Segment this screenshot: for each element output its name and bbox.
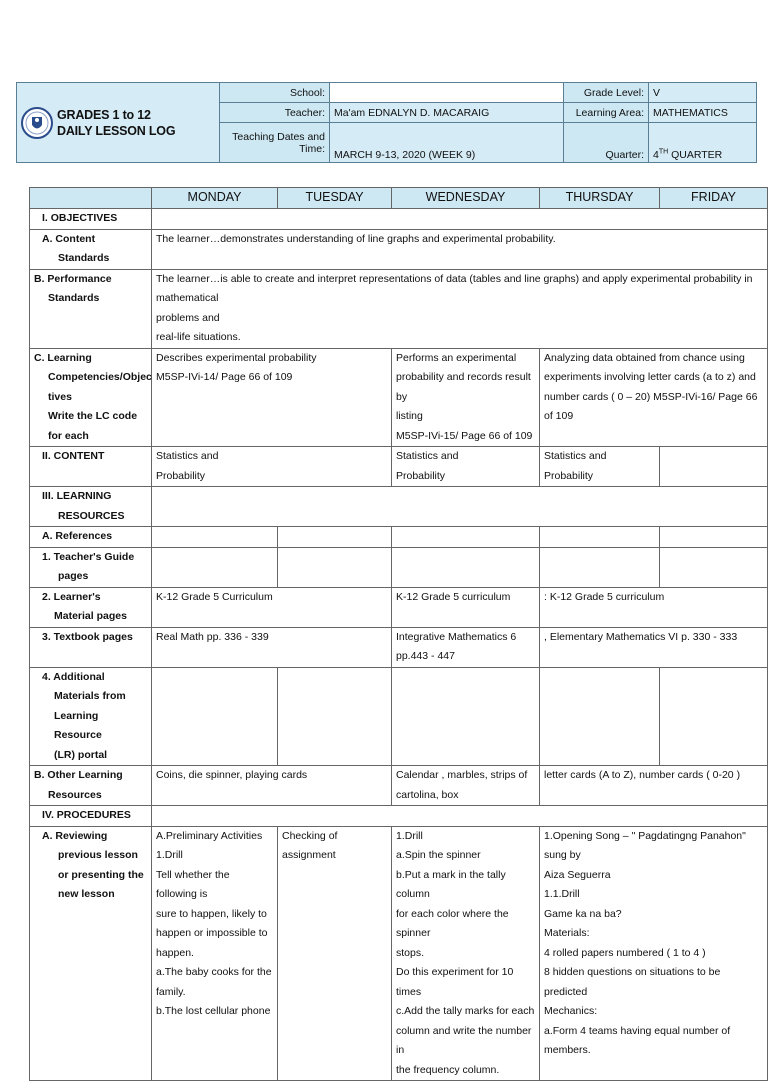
add-wednesday — [392, 667, 540, 766]
rev-wednesday-line: a.Spin the spinner — [396, 849, 481, 861]
learning-area-label: Learning Area: — [564, 103, 649, 123]
reviewing-label — [30, 826, 152, 1081]
school-label: School: — [220, 83, 330, 103]
grade-level-label: Grade Level: — [564, 83, 649, 103]
learning-competencies-row — [30, 348, 768, 447]
rev-monday-line: a.The baby cooks for the — [156, 966, 272, 978]
performance-standards-label — [30, 269, 152, 348]
content-wednesday-1: Statistics and — [396, 450, 459, 462]
teachers-guide-label-1: 1. Teacher's Guide — [42, 550, 135, 563]
lc-monday-1: Describes experimental probability — [156, 351, 317, 364]
procedures-cell — [152, 806, 768, 827]
teaching-dates-label-2: Time: — [299, 142, 325, 155]
rev-thursday-line: Materials: — [544, 927, 590, 939]
textbook-row — [30, 627, 768, 667]
reviewing-label-3: or presenting the — [58, 868, 144, 881]
tg-thursday — [540, 547, 660, 587]
content-row — [30, 447, 768, 487]
rev-monday-line: sure to happen, likely to — [156, 907, 267, 920]
learning-resources-row — [30, 487, 768, 527]
teaching-dates-label-1: Teaching Dates and — [232, 130, 325, 143]
objectives-label — [30, 209, 152, 230]
content-thursday-1: Statistics and — [544, 450, 607, 462]
grade-level-value: V — [649, 83, 757, 103]
content-standards-label-2: Standards — [58, 252, 110, 264]
reviewing-label-1: A. Reviewing — [42, 829, 108, 842]
teacher-value: Ma'am EDNALYN D. MACARAIG — [330, 103, 564, 123]
add-friday — [660, 667, 768, 766]
references-tuesday — [278, 527, 392, 548]
lc-wednesday-3: listing — [396, 410, 423, 422]
rev-wednesday-line: stops. — [396, 946, 425, 959]
objectives-cell — [152, 209, 768, 230]
other-wednesday-2: cartolina, box — [396, 788, 459, 801]
day-header-tuesday: TUESDAY — [278, 188, 392, 209]
content-monday-2: Probability — [156, 469, 206, 482]
quarter-number: 4 — [653, 149, 659, 161]
add-thursday — [540, 667, 660, 766]
teaching-dates-value: MARCH 9-13, 2020 (WEEK 9) — [330, 123, 564, 163]
performance-standards-label-2: Standards — [48, 292, 100, 304]
log-title-line2: DAILY LESSON LOG — [57, 123, 176, 138]
references-row — [30, 527, 768, 548]
performance-standards-text — [152, 269, 768, 348]
learners-material-label — [30, 587, 152, 627]
tb-wednesday — [392, 627, 540, 667]
lc-wednesday — [392, 348, 540, 447]
tg-friday — [660, 547, 768, 587]
reviewing-label-2: previous lesson — [58, 849, 138, 861]
lm-wednesday: K-12 Grade 5 curriculum — [392, 587, 540, 627]
header-table — [16, 82, 757, 163]
procedures-label — [30, 806, 152, 827]
textbook-label-text: 3. Textbook pages — [42, 630, 133, 643]
content-friday — [660, 447, 768, 487]
reviewing-row — [30, 826, 768, 1081]
lc-label-1: C. Learning — [34, 351, 92, 364]
objectives-row — [30, 209, 768, 230]
tb-monday: Real Math pp. 336 - 339 — [152, 627, 392, 667]
additional-materials-label-3: Learning Resource — [54, 709, 102, 741]
objectives-label-text: I. OBJECTIVES — [42, 212, 118, 224]
content-standards-label — [30, 229, 152, 269]
references-wednesday — [392, 527, 540, 548]
performance-standards-row — [30, 269, 768, 348]
rev-monday-line: Tell whether the following is — [156, 868, 230, 900]
rev-wednesday-line: the frequency column. — [396, 1063, 500, 1076]
lc-label-2: Competencies/Objec — [48, 371, 152, 383]
tg-wednesday — [392, 547, 540, 587]
teaching-dates-label — [220, 123, 330, 163]
teachers-guide-row — [30, 547, 768, 587]
references-label-text: A. References — [42, 530, 113, 542]
rev-wednesday-line: for each color where the spinner — [396, 907, 509, 939]
rev-wednesday-line: 1.Drill — [396, 829, 423, 842]
lc-thursday-3: number cards ( 0 – 20) M5SP-IVi-16/ Page 66 of 109 — [544, 390, 758, 422]
rev-wednesday-line: b.Put a mark in the tally column — [396, 868, 506, 900]
content-thursday — [540, 447, 660, 487]
rev-wednesday-line: Do this experiment for 10 times — [396, 966, 514, 998]
content-standards-label-1: A. Content — [42, 232, 96, 245]
rev-thursday — [540, 826, 768, 1081]
other-resources-row — [30, 766, 768, 806]
other-wednesday-1: Calendar , marbles, strips of — [396, 769, 528, 781]
content-monday — [152, 447, 392, 487]
rev-wednesday — [392, 826, 540, 1081]
textbook-label — [30, 627, 152, 667]
additional-materials-label-2: Materials from — [54, 690, 126, 702]
procedures-row — [30, 806, 768, 827]
other-wednesday — [392, 766, 540, 806]
rev-tuesday: Checking of assignment — [278, 826, 392, 1081]
content-standards-row — [30, 229, 768, 269]
additional-materials-label-1: 4. Additional — [42, 670, 105, 683]
learning-competencies-label — [30, 348, 152, 447]
procedures-label-text: IV. PROCEDURES — [42, 809, 131, 821]
quarter-value — [649, 123, 757, 163]
content-wednesday-2: Probability — [396, 469, 446, 482]
rev-thursday-line: 1.Opening Song – " Pagdatingng Panahon" sung by — [544, 829, 746, 861]
day-header-wednesday: WEDNESDAY — [392, 188, 540, 209]
teacher-label: Teacher: — [220, 103, 330, 123]
content-standards-text: The learner…demonstrates understanding of line graphs and experimental probability. — [152, 229, 768, 269]
lc-thursday-2: experiments involving letter cards (a to z) and — [544, 371, 756, 383]
deped-seal-icon — [21, 91, 53, 155]
rev-monday-line: b.The lost cellular phone — [156, 1005, 271, 1017]
learners-material-row — [30, 587, 768, 627]
performance-standards-text-2: problems and — [156, 311, 220, 324]
rev-monday-line: 1.Drill — [156, 849, 183, 861]
rev-wednesday-line: c.Add the tally marks for each — [396, 1005, 535, 1017]
learning-area-value: MATHEMATICS — [649, 103, 757, 123]
day-header-monday: MONDAY — [152, 188, 278, 209]
add-monday — [152, 667, 278, 766]
performance-standards-label-1: B. Performance — [34, 272, 112, 285]
log-title-line1: GRADES 1 to 12 — [57, 107, 151, 122]
school-value — [330, 83, 564, 103]
rev-monday — [152, 826, 278, 1081]
learners-material-label-1: 2. Learner's — [42, 590, 101, 603]
content-thursday-2: Probability — [544, 469, 594, 482]
rev-monday-line: happen. — [156, 946, 194, 959]
references-monday — [152, 527, 278, 548]
performance-standards-text-1: The learner…is able to create and interpret representations of data (tables and line graphs) and apply experimental probability in mathematical — [156, 272, 753, 304]
rev-thursday-line: a.Form 4 teams having equal number of members. — [544, 1024, 731, 1056]
lc-label-5: for each — [48, 429, 89, 442]
lc-label-4: Write the LC code — [48, 410, 138, 422]
learners-material-label-2: Material pages — [54, 610, 127, 622]
tg-monday — [152, 547, 278, 587]
learning-resources-label-2: RESOURCES — [58, 509, 125, 522]
lc-monday — [152, 348, 392, 447]
additional-materials-label-4: (LR) portal — [54, 748, 108, 761]
other-resources-label-1: B. Other Learning — [34, 769, 123, 781]
additional-materials-row — [30, 667, 768, 766]
tb-wednesday-2: pp.443 - 447 — [396, 650, 455, 662]
rev-monday-line: A.Preliminary Activities — [156, 829, 263, 842]
lm-monday: K-12 Grade 5 Curriculum — [152, 587, 392, 627]
day-header-blank — [30, 188, 152, 209]
day-header-row — [30, 188, 768, 209]
reviewing-label-4: new lesson — [58, 888, 115, 900]
rev-monday-line: family. — [156, 985, 186, 998]
learning-resources-cell — [152, 487, 768, 527]
references-friday — [660, 527, 768, 548]
other-resources-label — [30, 766, 152, 806]
rev-monday-line: happen or impossible to — [156, 927, 268, 939]
lc-wednesday-2: probability and records result by — [396, 371, 531, 403]
day-header-friday: FRIDAY — [660, 188, 768, 209]
lc-thursday-1: Analyzing data obtained from chance using — [544, 351, 745, 364]
quarter-label: Quarter: — [564, 123, 649, 163]
header-logo-cell — [17, 83, 220, 163]
other-monday: Coins, die spinner, playing cards — [152, 766, 392, 806]
performance-standards-text-3: real-life situations. — [156, 331, 241, 343]
quarter-text: QUARTER — [668, 149, 723, 161]
day-header-thursday: THURSDAY — [540, 188, 660, 209]
rev-thursday-line: 4 rolled papers numbered ( 1 to 4 ) — [544, 946, 706, 959]
rev-thursday-line: 1.1.Drill — [544, 888, 580, 900]
tb-wednesday-1: Integrative Mathematics 6 — [396, 630, 517, 643]
rev-thursday-line: Mechanics: — [544, 1005, 598, 1017]
lesson-log-table — [29, 187, 768, 1081]
rev-wednesday-line: column and write the number in — [396, 1024, 532, 1056]
lc-label-3: tives — [48, 390, 72, 403]
references-label — [30, 527, 152, 548]
lc-monday-2: M5SP-IVi-14/ Page 66 of 109 — [156, 371, 293, 383]
lc-wednesday-1: Performs an experimental — [396, 351, 517, 364]
other-thursday: letter cards (A to Z), number cards ( 0-20 ) — [540, 766, 768, 806]
learning-resources-label — [30, 487, 152, 527]
additional-materials-label — [30, 667, 152, 766]
content-wednesday — [392, 447, 540, 487]
other-resources-label-2: Resources — [48, 788, 102, 801]
content-label — [30, 447, 152, 487]
quarter-ordinal: TH — [658, 148, 669, 156]
rev-thursday-line: 8 hidden questions on situations to be predicted — [544, 966, 721, 998]
teachers-guide-label — [30, 547, 152, 587]
rev-thursday-line: Aiza Seguerra — [544, 868, 611, 881]
teachers-guide-label-2: pages — [58, 570, 89, 582]
rev-thursday-line: Game ka na ba? — [544, 907, 622, 920]
add-tuesday — [278, 667, 392, 766]
content-label-text: II. CONTENT — [42, 450, 105, 462]
lm-thursday: : K-12 Grade 5 curriculum — [540, 587, 768, 627]
tg-tuesday — [278, 547, 392, 587]
lc-thursday — [540, 348, 768, 447]
learning-resources-label-1: III. LEARNING — [42, 490, 112, 502]
lc-wednesday-4: M5SP-IVi-15/ Page 66 of 109 — [396, 429, 533, 442]
references-thursday — [540, 527, 660, 548]
tb-thursday: , Elementary Mathematics VI p. 330 - 333 — [540, 627, 768, 667]
content-monday-1: Statistics and — [156, 450, 219, 462]
